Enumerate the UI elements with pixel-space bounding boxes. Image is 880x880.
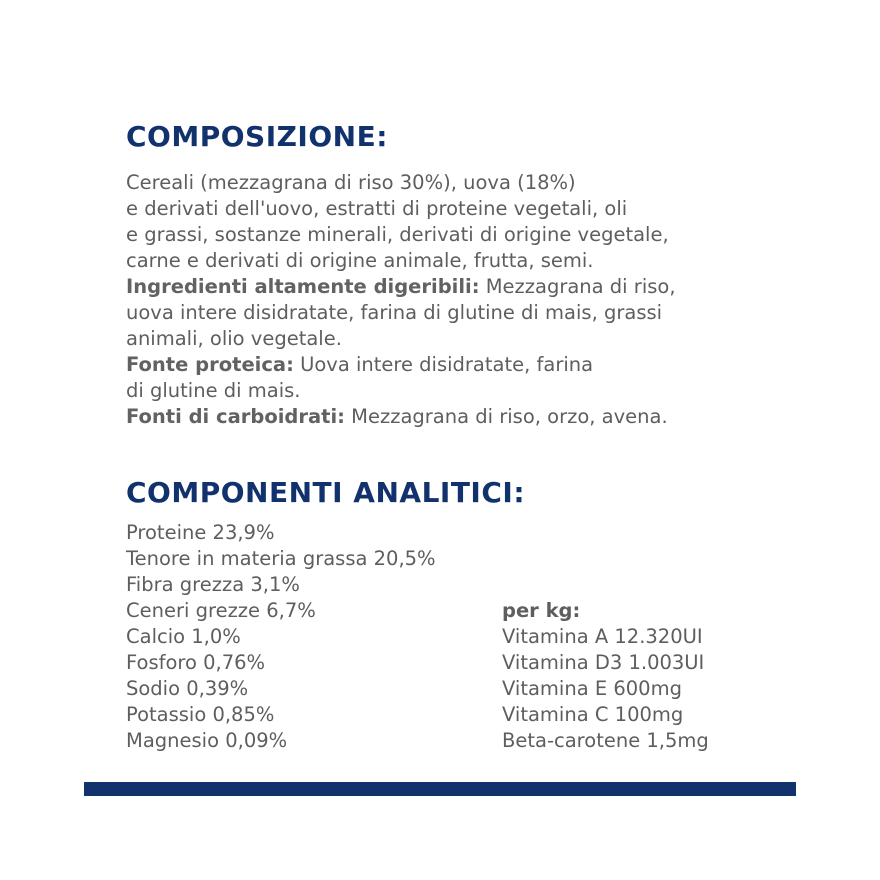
analytical-item: Proteine 23,9%	[126, 521, 275, 544]
footer-bar	[84, 782, 796, 796]
vitamin-item: Beta-carotene 1,5mg	[502, 729, 709, 752]
vitamin-item: Vitamina D3 1.003UI	[502, 651, 705, 674]
protein-source-label: Fonte proteica:	[126, 353, 294, 376]
analytical-heading: COMPONENTI ANALITICI:	[126, 476, 526, 509]
analytical-item: Magnesio 0,09%	[126, 729, 288, 752]
composition-heading: COMPOSIZIONE:	[126, 120, 388, 153]
protein-source-line: di glutine di mais.	[126, 379, 301, 402]
protein-source-line	[126, 352, 766, 378]
analytical-components-list	[126, 520, 436, 754]
vitamin-item: Vitamina E 600mg	[502, 677, 682, 700]
carb-sources-text: Mezzagrana di riso, orzo, avena.	[344, 405, 668, 428]
digestible-ingredients-text: Mezzagrana di riso,	[479, 275, 676, 298]
digestible-ingredients-line	[126, 274, 766, 300]
composition-line: carne e derivati di origine animale, frutta, semi.	[126, 249, 594, 272]
analytical-item: Sodio 0,39%	[126, 677, 249, 700]
analytical-item: Ceneri grezze 6,7%	[126, 599, 316, 622]
per-kg-label: per kg:	[502, 599, 581, 622]
vitamin-item: Vitamina A 12.320UI	[502, 625, 703, 648]
composition-text	[126, 170, 766, 430]
composition-line: Cereali (mezzagrana di riso 30%), uova (18%)	[126, 171, 576, 194]
composition-line: e grassi, sostanze minerali, derivati di origine vegetale,	[126, 223, 669, 246]
analytical-item: Fosforo 0,76%	[126, 651, 266, 674]
carb-sources-label: Fonti di carboidrati:	[126, 405, 345, 428]
vitamin-item: Vitamina C 100mg	[502, 703, 684, 726]
digestible-ingredients-line: animali, olio vegetale.	[126, 327, 342, 350]
carb-sources-line	[126, 404, 766, 430]
analytical-item: Fibra grezza 3,1%	[126, 573, 300, 596]
analytical-item: Calcio 1,0%	[126, 625, 241, 648]
digestible-ingredients-line: uova intere disidratate, farina di glutine di mais, grassi	[126, 301, 663, 324]
analytical-item: Tenore in materia grassa 20,5%	[126, 547, 436, 570]
digestible-ingredients-label: Ingredienti altamente digeribili:	[126, 275, 480, 298]
composition-line: e derivati dell'uovo, estratti di proteine vegetali, oli	[126, 197, 628, 220]
protein-source-text: Uova intere disidratate, farina	[293, 353, 594, 376]
analytical-item: Potassio 0,85%	[126, 703, 275, 726]
per-kg-list	[502, 598, 709, 754]
